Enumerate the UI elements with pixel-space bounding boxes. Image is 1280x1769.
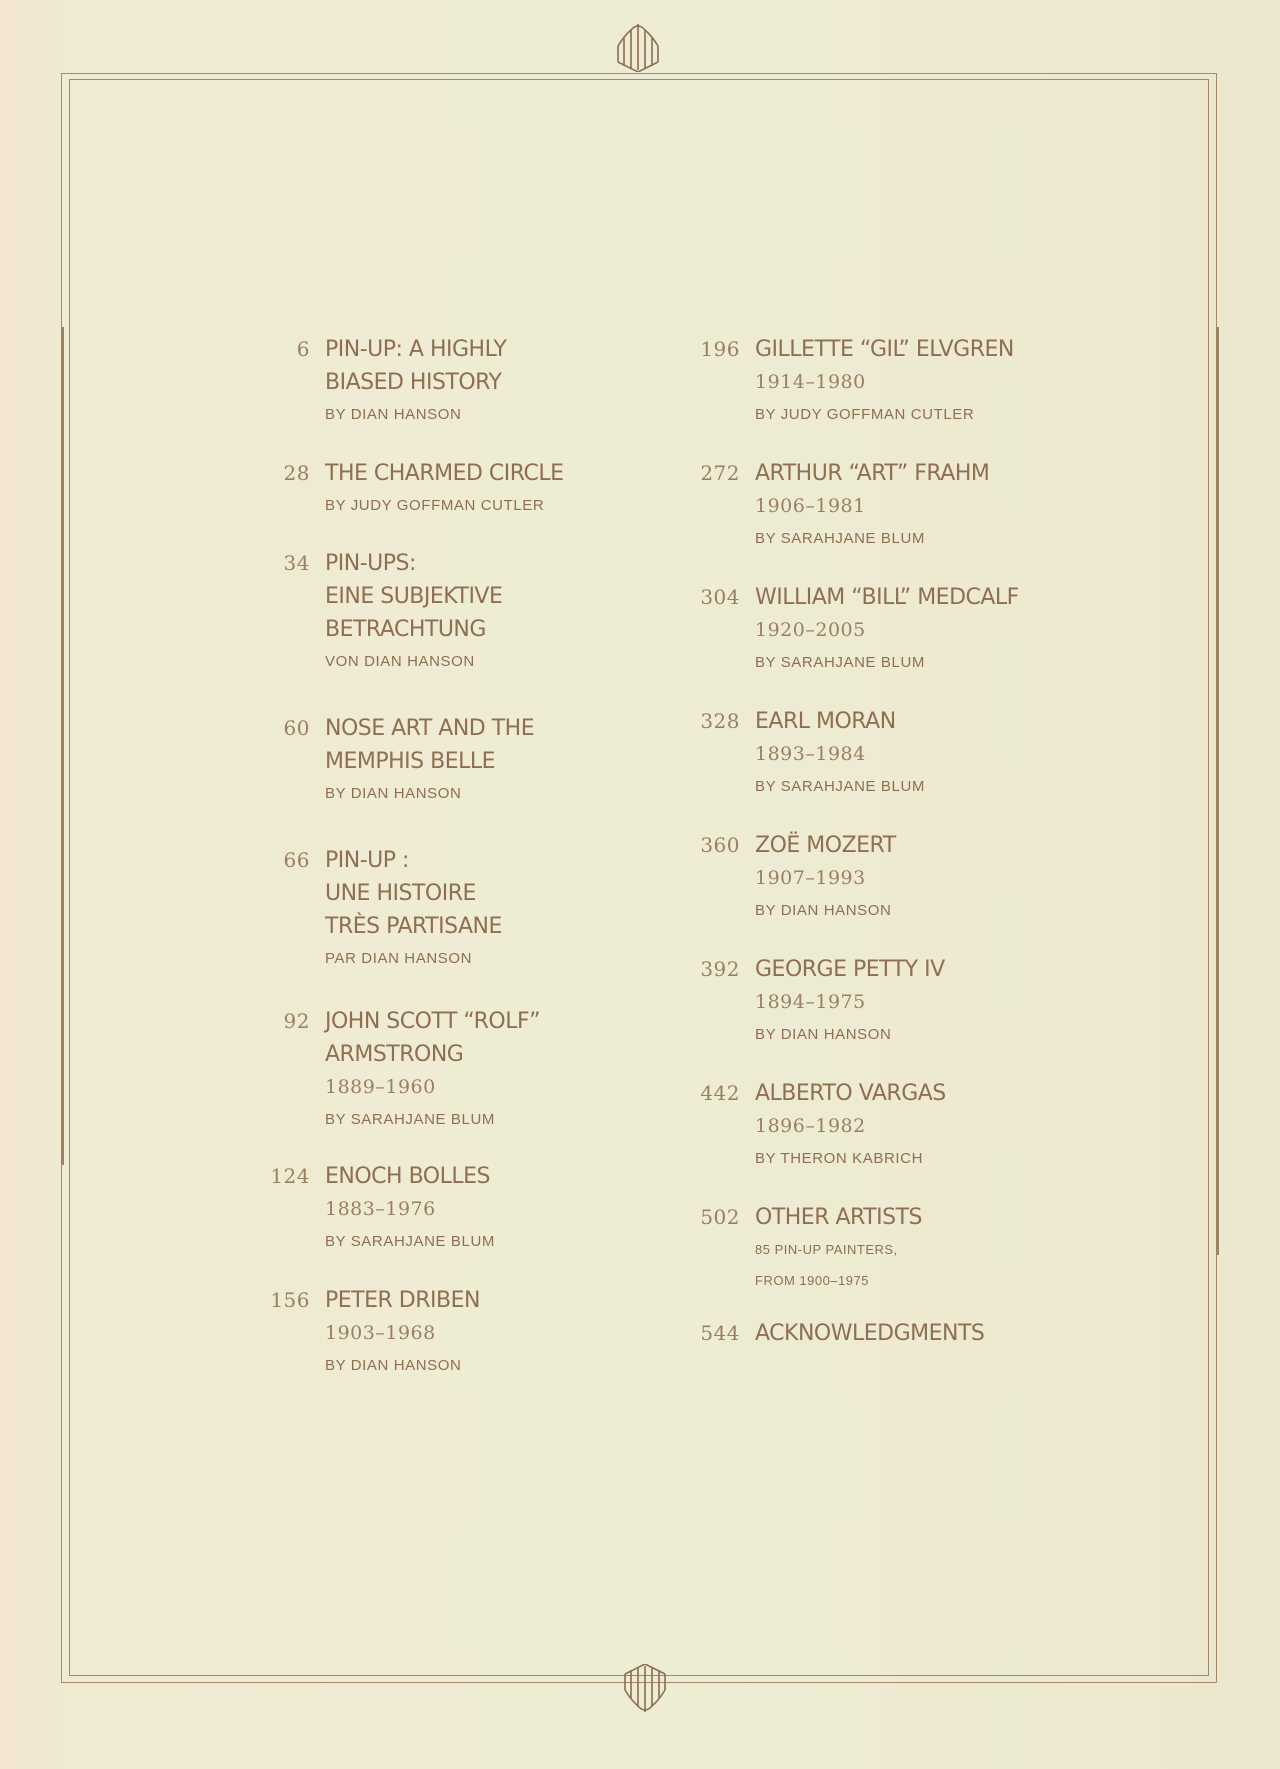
toc-page-number: 28 xyxy=(283,461,310,485)
toc-entry[interactable] xyxy=(250,712,650,805)
toc-page-number: 272 xyxy=(700,461,740,485)
toc-entry-byline: BY DIAN HANSON xyxy=(755,1026,892,1043)
toc-entry-body xyxy=(325,457,650,517)
toc-entry-body xyxy=(325,333,650,426)
art-deco-bottom-ornament-icon xyxy=(620,1664,670,1714)
toc-entry-title: ACKNOWLEDGMENTS xyxy=(755,1321,985,1346)
toc-entry-byline: BY DIAN HANSON xyxy=(325,1357,462,1374)
toc-page-number: 360 xyxy=(700,833,740,857)
toc-entry[interactable] xyxy=(680,1317,1120,1350)
toc-entry-body xyxy=(755,953,1120,1046)
toc-page-number: 156 xyxy=(270,1288,310,1312)
toc-entry-dates: 1896–1982 xyxy=(755,1115,866,1137)
right-frame-bar xyxy=(1216,327,1219,1255)
toc-entry-body xyxy=(325,1005,650,1131)
toc-entry[interactable] xyxy=(680,829,1120,922)
toc-entry-body xyxy=(755,333,1120,426)
toc-page-number: 392 xyxy=(700,957,740,981)
toc-page-number: 196 xyxy=(700,337,740,361)
toc-entry-title: OTHER ARTISTS xyxy=(755,1205,923,1230)
toc-page-number: 6 xyxy=(296,337,310,361)
toc-page-number: 92 xyxy=(283,1009,310,1033)
toc-entry-title: ARTHUR “ART” FRAHM xyxy=(755,461,990,486)
toc-entry-byline: BY THERON KABRICH xyxy=(755,1150,924,1167)
toc-entry-byline: BY JUDY GOFFMAN CUTLER xyxy=(755,406,975,423)
toc-entry-byline: BY SARAHJANE BLUM xyxy=(325,1111,495,1128)
toc-entry-dates: 1907–1993 xyxy=(755,867,866,889)
toc-entry[interactable] xyxy=(680,1077,1120,1170)
toc-page-number: 304 xyxy=(700,585,740,609)
toc-entry[interactable] xyxy=(680,333,1120,426)
toc-entry-body xyxy=(325,844,650,970)
toc-entry-dates: 1893–1984 xyxy=(755,743,866,765)
toc-entry-subtitle: FROM 1900–1975 xyxy=(755,1273,869,1288)
toc-entry-body xyxy=(755,457,1120,550)
toc-entry[interactable] xyxy=(250,547,650,673)
toc-entry-body xyxy=(755,581,1120,674)
toc-page-number: 328 xyxy=(700,709,740,733)
toc-entry[interactable] xyxy=(680,457,1120,550)
art-deco-top-ornament-icon xyxy=(613,22,663,72)
toc-entry-dates: 1914–1980 xyxy=(755,371,866,393)
toc-entry-title: MEMPHIS BELLE xyxy=(325,749,496,774)
toc-entry-body xyxy=(325,547,650,673)
toc-entry-title: THE CHARMED CIRCLE xyxy=(325,461,564,486)
toc-entry[interactable] xyxy=(250,1005,650,1131)
toc-entry-title: WILLIAM “BILL” MEDCALF xyxy=(755,585,1019,610)
toc-entry-title: NOSE ART AND THE xyxy=(325,716,535,741)
toc-entry-byline: BY SARAHJANE BLUM xyxy=(755,530,925,547)
toc-entry-title: GEORGE PETTY IV xyxy=(755,957,945,982)
toc-entry-byline: BY JUDY GOFFMAN CUTLER xyxy=(325,497,545,514)
toc-entry-body xyxy=(755,1317,1120,1350)
toc-entry-title: EARL MORAN xyxy=(755,709,896,734)
toc-entry-byline: BY SARAHJANE BLUM xyxy=(755,654,925,671)
toc-entry-dates: 1894–1975 xyxy=(755,991,866,1013)
toc-entry[interactable] xyxy=(680,705,1120,798)
toc-entry-byline: BY DIAN HANSON xyxy=(325,406,462,423)
toc-entry-body xyxy=(325,712,650,805)
toc-entry-title: ALBERTO VARGAS xyxy=(755,1081,946,1106)
toc-entry-title: ENOCH BOLLES xyxy=(325,1164,490,1189)
toc-entry-byline: VON DIAN HANSON xyxy=(325,653,475,670)
toc-page-number: 544 xyxy=(700,1321,740,1345)
toc-right-column xyxy=(680,333,1120,1350)
toc-entry-body xyxy=(755,705,1120,798)
toc-entry-body xyxy=(755,829,1120,922)
toc-entry-title: TRÈS PARTISANE xyxy=(325,914,502,939)
toc-page-number: 66 xyxy=(283,848,310,872)
toc-entry-title: JOHN SCOTT “ROLF” xyxy=(325,1009,541,1034)
toc-entry-title: BETRACHTUNG xyxy=(325,617,486,642)
toc-entry-title: UNE HISTOIRE xyxy=(325,881,476,906)
toc-entry[interactable] xyxy=(250,457,650,517)
toc-entry-body xyxy=(755,1201,1120,1296)
toc-entry-title: PIN-UP: A HIGHLY xyxy=(325,337,507,362)
toc-entry-title: GILLETTE “GIL” ELVGREN xyxy=(755,337,1014,362)
toc-entry-subtitle: 85 PIN-UP PAINTERS, xyxy=(755,1242,898,1257)
toc-entry-body xyxy=(325,1160,650,1253)
toc-entry[interactable] xyxy=(250,1160,650,1253)
toc-left-column xyxy=(250,333,650,1377)
toc-entry-byline: PAR DIAN HANSON xyxy=(325,950,473,967)
toc-page-number: 124 xyxy=(270,1164,310,1188)
toc-page-number: 442 xyxy=(700,1081,740,1105)
toc-entry-title: PIN-UPS: xyxy=(325,551,416,576)
toc-entry-body xyxy=(325,1284,650,1377)
toc-entry-dates: 1883–1976 xyxy=(325,1198,436,1220)
toc-entry-dates: 1889–1960 xyxy=(325,1076,436,1098)
toc-entry-title: EINE SUBJEKTIVE xyxy=(325,584,503,609)
toc-entry-dates: 1920–2005 xyxy=(755,619,866,641)
toc-entry-title: BIASED HISTORY xyxy=(325,370,502,395)
toc-entry-byline: BY SARAHJANE BLUM xyxy=(325,1233,495,1250)
toc-entry-title: PETER DRIBEN xyxy=(325,1288,480,1313)
toc-entry-byline: BY SARAHJANE BLUM xyxy=(755,778,925,795)
toc-entry[interactable] xyxy=(250,844,650,970)
left-frame-bar xyxy=(61,327,64,1165)
toc-entry[interactable] xyxy=(680,1201,1120,1296)
toc-entry-body xyxy=(755,1077,1120,1170)
toc-entry-dates: 1906–1981 xyxy=(755,495,866,517)
toc-page-number: 34 xyxy=(283,551,310,575)
toc-entry-dates: 1903–1968 xyxy=(325,1322,436,1344)
toc-entry[interactable] xyxy=(250,1284,650,1377)
toc-page-number: 60 xyxy=(283,716,310,740)
toc-entry-byline: BY DIAN HANSON xyxy=(755,902,892,919)
toc-entry-title: ZOË MOZERT xyxy=(755,833,896,858)
toc-entry-title: PIN-UP : xyxy=(325,848,409,873)
toc-entry[interactable] xyxy=(250,333,650,426)
toc-entry-byline: BY DIAN HANSON xyxy=(325,785,462,802)
toc-page-number: 502 xyxy=(700,1205,740,1229)
toc-entry-title: ARMSTRONG xyxy=(325,1042,464,1067)
toc-entry[interactable] xyxy=(680,953,1120,1046)
toc-entry[interactable] xyxy=(680,581,1120,674)
